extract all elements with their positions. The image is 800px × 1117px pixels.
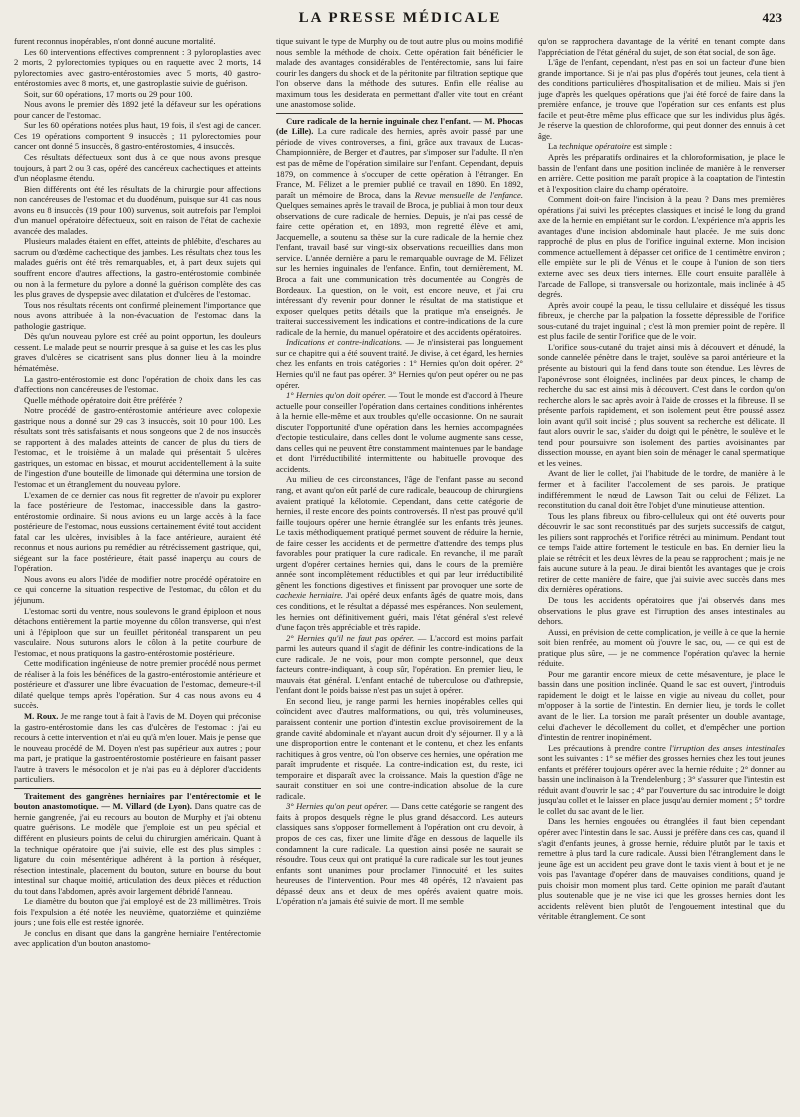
paragraph-text: La: [548, 141, 560, 152]
paragraph: Sur les 60 opérations notées plus haut, 19 fois, il s'est agi de cancer. Ces 19 opérations comportent 9 insuccès ; 11 pylorectomies pour cancer ont donné 5 insuccès, 8 gastro-entérostomies, 4 insuccès.: [14, 120, 261, 152]
paragraph: [538, 743, 785, 817]
text-columns: [14, 36, 786, 1106]
paragraph-text: Au milieu de ces circonstances, l'âge de l'enfant passe au second rang, et avant qu'on eût parlé de cure radicale, beaucoup de chirurgiens avaient pratiqué la kélotomie. Cependant, dans cette catégorie de hernies, il reste encore des points controversés. Il n'est pas prouvé qu'il faille toujours opérer une hernie étranglée sur les enfants très jeunes. Le taxis méthodiquement pratiqué permet souvent de réduire la hernie, de faire cesser les accidents et de permettre d'attendre des temps plus favorables pour pratiquer la cure radicale. En revanche, il me paraît urgent d'opérer certaines hernies qui, dans le cours de la première année sont incomplètement réductibles et qui par leur irréductibilité gênent les fonctions digestives et finissent par provoquer une sorte de: [276, 474, 523, 590]
paragraph: Nous avons eu alors l'idée de modifier notre procédé opératoire en ce qui concerne la situation respective de l'estomac, du côlon et du jéjunum.: [14, 573, 261, 605]
paragraph: qu'on se rapprochera davantage de la vérité en tenant compte dans l'appréciation de l'état général du sujet, de son état social, de son âge.: [538, 36, 785, 57]
paragraph: [276, 337, 523, 390]
paragraph: [14, 711, 261, 785]
section-text: Dans quatre cas de hernie gangrenée, j'ai eu recours au bouton de Murphy et j'ai obtenu quatre guérisons. Le modèle que j'emploie est un peu spécial et différent en plusieurs points de celui du chirurgien américain. Quant à la technique opératoire que j'ai suivie, elle est des plus simples : ligature du coin mésentérique adhérent à la portion à réséquer, résection intestinale, placement du bouton, suture en bourse du bout intestinal sur chaque moitié, articulation des deux pièces et réduction du tout dans l'abdomen, après avoir largement débridé l'anneau.: [14, 801, 261, 896]
column-2: [276, 36, 523, 1106]
paragraph: Plusieurs malades étaient en effet, atteints de phlébite, d'eschares au sacrum ou d'œdème cachectique des jambes. Les résultats chez tous les malades guéris ont été très remarquables, et, à part deux sujets qui souffrent encore d'autres affections, la gastro-entérostomie combinée ou non à la fermeture du pylore a donné la guérison complète des cas les plus graves de dyspepsie avec dilatation et d'ulcères de l'estomac.: [14, 236, 261, 300]
paragraph-text: J'ai opéré deux enfants âgés de quatre mois, dans ces conditions, et le résultat a dépassé mes espérances. Non seulement, les hernies ont définitivement guéri, mais l'état général s'est relevé d'une façon très appréciable et très rapide.: [276, 590, 523, 633]
paragraph: [276, 474, 523, 632]
paragraph: Ces résultats défectueux sont dus à ce que nous avons presque toujours, à part 2 ou 3 cas, opéré des cancéreux cachectiques et atteints d'un néoplasme étendu.: [14, 152, 261, 184]
section-text: La cure radicale des hernies, après avoir passé par une période de vives controverses, a fini, grâce aux travaux de Lucas-Championnière, de Berger et d'autres, par s'imposer sur l'adulte. Il n'en est pas de même de l'opération similaire sur l'enfant. Cependant, depuis 1879, on commence à s'occuper de cette opération à l'étranger. En France, M. Félizet a le premier publié ce travail en 1890. En 1892, paraît un mémoire de Broca, dans la: [276, 126, 523, 200]
paragraph: Le diamètre du bouton que j'ai employé est de 23 millimètres. Trois fois l'expulsion a été notée les neuvième, quatorzième et quinzième jours ; une fois elle est restée ignorée.: [14, 896, 261, 928]
paragraph: [276, 801, 523, 906]
subheading: 2° Hernies qu'il ne faut pas opérer.: [286, 632, 415, 643]
section-title: Traitement des gangrènes herniaires par l'entérectomie et le bouton anastomotique.: [14, 790, 261, 812]
paragraph: De tous les accidents opératoires que j'ai observés dans mes observations le plus grave est l'irruption des anses intestinales au dehors.: [538, 594, 785, 627]
section-title: Cure radicale de la hernie inguinale chez l'enfant.: [286, 115, 471, 126]
paragraph: Après avoir coupé la peau, le tissu cellulaire et disséqué les tissus fibreux, je cherche par la palpation la fossette dépressible de l'orifice sous-cutané du trajet inguinal ; c'est là mon premier point de repère. Il est plus facile de sentir l'orifice que de le voir.: [538, 299, 785, 342]
journal-reference: Revue mensuelle de l'enfance.: [414, 189, 523, 200]
paragraph-text: Les précautions à prendre contre: [548, 742, 670, 753]
section-author: — M. Phocas (de Lille).: [276, 115, 523, 137]
paragraph: Cette modification ingénieuse de notre premier procédé nous permet de réaliser à la fois les bénéfices de la gastro-entérostomie antérieure et postérieure et d'assurer une libre évacuation de l'estomac, demeure-t-il dilaté quelque temps après l'opération. Sur 4 cas nous avons eu 4 succès.: [14, 658, 261, 711]
section-paragraph: [276, 116, 523, 337]
section-paragraph: [14, 791, 261, 896]
page-number: 423: [762, 10, 782, 25]
subheading: technique opératoire: [559, 141, 631, 152]
emphasis-text: l'irruption des anses intestinales: [669, 742, 785, 753]
running-header: [14, 8, 786, 34]
column-3: [538, 36, 785, 1106]
emphasis-text: cachexie herniaire.: [276, 590, 344, 601]
paragraph: Soit, sur 60 opérations, 17 morts ou 29 pour 100.: [24, 88, 193, 99]
paragraph: Dans les hernies engouées ou étranglées il faut bien cependant opérer avec l'intestin dans le sac. Aussi je préfère dans ces cas, quand il s'agit d'enfants jeunes, à grosse hernie, réduire plutôt par le taxis et remettre à plus tard la cure radicale. Aussi bien l'étranglement dans le jeune âge est un accident peu grave dont le taxis vient à bout et je ne vois pas l'avantage d'opérer dans de mauvaises conditions, quand je puis choisir mon moment plus tard. Cette opinion me paraît d'autant plus soutenable que je ne vise ici que les grosses hernies dont les accidents relèvent bien plutôt de l'engouement intestinal que du véritable étranglement. Ce sont: [538, 816, 785, 922]
paragraph-text: — Je n'insisterai pas longuement sur ce chapitre qui a été souvent traité. Je divise, à cet égard, les hernies chez les enfants en trois catégories : 1° Hernies qu'on doit opérer. 2° Hernies qu'il ne faut pas opérer. 3° Hernies qu'on peut opérer ou ne pas opérer.: [276, 337, 523, 390]
paragraph: Nous avons le premier dès 1892 jeté la défaveur sur les opérations pour cancer de l'estomac.: [14, 99, 261, 120]
subheading: Indications et contre-indications.: [286, 337, 403, 348]
section-text: Quelques semaines après le travail de Broca, je publiai à mon tour deux observations de cure radicale de hernies. Depuis, je n'ai pas cessé de faire cette opération et, en 1893, mon regretté élève et ami, Jacquemelle, a soutenu sa thèse sur la cure radicale de la hernie chez l'enfant, travail basé sur vingt-six observations recueillies dans mon service. L'année dernière a paru le remarquable ouvrage de M. Félizet sur les hernies inguinales de l'enfance. Enfin, tout dernièrement, M. Broca a fait une communication très documentée au Congrès de Bordeaux. La question, on le voit, est encore neuve, et j'ai cru intéressant d'y revenir pour donner le résultat de ma statistique et exposer quelques petits détails que la pratique m'a enseignés. Je traiterai successivement les indications et contre-indications de la cure radicale de la hernie, du manuel opératoire et des accidents opératoires.: [276, 200, 523, 337]
paragraph: Quelle méthode opératoire doit être préférée ?: [24, 394, 183, 405]
paragraph: [276, 390, 523, 474]
paragraph: [538, 141, 785, 152]
paragraph: Avant de lier le collet, j'ai l'habitude de le tordre, de manière à le fermer et à faciliter l'accolement de ses parois. Je pratique indifféremment le nœud de Lawson Tait ou celui de Félizet. La reconstitution du canal doit être l'objet d'une minutieuse attention.: [538, 468, 785, 511]
paragraph: L'orifice sous-cutané du trajet ainsi mis à découvert et dénudé, la sonde cannelée pénètre dans le trajet, soulève sa paroi antérieure et la présente au bistouri qui la fend dans toute son étendue. Les lèvres de l'aponévrose sont éloignées, inclinées par deux pinces, le champ de recherche du sac est ainsi mis à découvert. C'est dans le cordon qu'on recherche alors le sac après avoir à l'aide de crosses et la fibreuse. Il se présente parfois rapidement, et son isolement peut être poussé assez loin avant qu'il soit incisé ; plus souvent sa recherche est délicate. Il faut alors ouvrir le sac, s'aider du doigt qui le pénètre, le soulève et le tend pour poursuivre son isolement des parties avoisinantes par dissection mousse, en ayant bien soin de ménager le canal spermatique et les veines.: [538, 341, 785, 468]
paragraph: L'examen de ce dernier cas nous fit regretter de n'avoir pu explorer la face postérieure de l'estomac, inaccessible dans la gastro-entérostomie ordinaire. Si nous avions eu un large accès à la face postérieure de l'estomac, nous eussions certainement évité tout accident fatal car les ulcères, invisibles à la face antérieure, auraient été reconnus et nous aurions pu remédier au rétrécissement gastrique, qui, siégeant sur la face postérieure, était passé inaperçu au cours de l'opération.: [14, 489, 261, 574]
paragraph: Tous nos résultats récents ont confirmé pleinement l'importance que nous avons attribuée à la non-évacuation de l'estomac dans la pathologie gastrique.: [14, 299, 261, 331]
paragraph: tique suivant le type de Murphy ou de tout autre plus ou moins modifié nous semble la méthode de choix. Cette opération fait bénéficier le malade des avantages considérables de l'entérectomie, sans lui faire courir les dangers du shock et de la péritonite par filtration septique que l'on observe dans la méthode des sutures. Enfin elle réalise au maximum tous les desiderata en permettant d'aller vite tout en créant une anastomose solide.: [276, 36, 523, 110]
paragraph: [276, 633, 523, 696]
paragraph-text: — Dans cette catégorie se rangent des faits à propos desquels règne le plus grand désaccord. Les auteurs classiques sans s'opposer formellement à l'opération ont cru devoir, à propos de ces cas, fixer une limite d'âge en dessous de laquelle ils condamnent la cure radicale. La question ainsi posée ne saurait se résoudre. Tous ceux qui ont pratiqué la cure radicale sur les tout jeunes enfants sont unanimes pour proclamer l'innocuité et les suites heureuses de l'intervention. Pour mes 48 opérés, 12 n'avaient pas dépassé deux ans et deux de mes opérés avaient quatre mois. L'opération n'a jamais été suivie de mort. Il me semble: [276, 801, 523, 907]
journal-title: LA PRESSE MÉDICALE: [298, 10, 502, 26]
paragraph-text: — Tout le monde est d'accord à l'heure actuelle pour conseiller l'opération dans certaines conditions inhérentes à la hernie elle-même et aux troubles qu'elle occasionne. On ne saurait discuter l'opportunité d'une opération dans les hernies accompagnées d'ectopie testiculaire, dans celles dont le volume augmente sans cesse, dans celles qui ne peuvent être constamment maintenues par le bandage et dont l'irréductibilité intermittente ou habituelle provoque des accidents.: [276, 390, 523, 474]
paragraph: Les 60 interventions effectives comprennent : 3 pyloroplasties avec 2 morts, 2 pylorectomies typiques ou en raquette avec 2 morts, 14 pylorectomies avec gastro-entérostomies avec 5 morts, 40 gastro-entérostomies avec 8 morts, et, une gastroplastie suivie de guérison.: [14, 46, 261, 89]
paragraph: Comment doit-on faire l'incision à la peau ? Dans mes premières opérations j'ai suivi les préceptes classiques et incisé le long du grand axe de la hernie en empiétant sur le cordon. L'expérience m'a appris les avantages d'une incision abdominale haut placée. Je me suis donc rapproché de plus en plus de l'orifice inguinal externe. Mon incision commence actuellement à dépasser cet orifice de 1 centimètre environ ; elle empiète sur le pli de Vénus et le coupe à l'union de son tiers externe avec ses deux tiers internes. Elle court ensuite parallèle à l'arcade de Fallope, si transversale ou horizontale, mais inclinée à 45 degrés.: [538, 194, 785, 300]
paragraph: Pour me garantir encore mieux de cette mésaventure, je place le bassin dans une position inclinée. Quand le sac est ouvert, j'introduis rapidement le doigt et le laisse en vigie au niveau du collet, pour m'opposer à la sortie de l'intestin. En dernier lieu, je tords le collet avant de le lier. La torsion me paraît présenter un double avantage, celui d'achever le décollement du collet, et d'empêcher une portion d'intestin de rentrer inopinément.: [538, 668, 785, 743]
subheading: 1° Hernies qu'on doit opérer.: [286, 390, 387, 401]
section-divider: [14, 788, 261, 789]
paragraph: Après les préparatifs ordinaires et la chloroformisation, je place le bassin de l'enfant dans une position inclinée de manière à le renverser en arrière. Cette position me paraît propice à la coaptation de l'intestin et à l'exposition claire du champ opératoire.: [538, 152, 785, 194]
speaker-name: M. Roux.: [24, 711, 59, 721]
journal-page: [14, 8, 786, 1108]
paragraph: Aussi, en prévision de cette complication, je veille à ce que la hernie soit bien renfrée, au moment où j'ouvre le sac, ou, — ce qui est de pratique plus sûre, — je ne commence l'opération qu'avec la hernie réduite.: [538, 626, 785, 669]
paragraph-text: Je me range tout à fait à l'avis de M. Doyen qui préconise la gastro-entérostomie dans les cas d'ulcères de l'estomac : j'ai eu recours à cette intervention et n'ai eu qu'à m'en louer. Mais je pense que le nouveau procédé de M. Doyen n'est pas supérieur aux autres ; pour ma part, je pratique la gastroentérostomie postérieure en faisant passer l'autre à travers le mésocolon et je n'ai pas eu à déplorer d'accidents particuliers.: [14, 711, 261, 785]
paragraph: Dès qu'un nouveau pylore est créé au point opportun, les douleurs cessent. Le malade peut se nourrir presque à sa guise et les cas les plus graves d'ulcères se cicatrisent sans plus donner lieu à la moindre hématémèse.: [14, 331, 261, 373]
paragraph-text: sont les suivantes : 1° se méfier des grosses hernies chez les tout jeunes enfants et préférer toujours opérer avec la hernie réduite ; 2° donner au bassin une inclinaison à la Trendelenburg ; 3° s'assurer que l'intestin est réduit avant d'ouvrir le sac ; 4° par l'ouverture du sac introduire le doigt jusqu'au collet et le laisser en place jusqu'au dernier moment ; 5° tordre le collet du sac avant de le lier.: [538, 753, 785, 816]
paragraph: L'âge de l'enfant, cependant, n'est pas en soi un facteur d'une bien grande importance. Si je n'ai pas plus d'opérés tout jeunes, cela tient à des conditions particulières d'hospitalisation et de milieu. Mais si j'en juge d'après les quelques opérations que j'ai été forcé de faire dans la première enfance, je trouve que l'opération sur ces enfants est plus facile et peut-être même plus efficace que sur les individus plus âgés. Je réserve la question de chloroforme, qui peut donner des ennuis à cet âge.: [538, 57, 785, 141]
column-1: [14, 36, 261, 1106]
paragraph: L'estomac sorti du ventre, nous soulevons le grand épiploon et nous détachons entièrement la partie moyenne du côlon transverse, qui n'est uni à l'épiploon que sur un feuillet péritonéal transparent un peu vasculaire. Nous suturons alors le côlon à la petite courbure de l'estomac, et nous pratiquons la gastro-entérostomie postérieure.: [14, 605, 261, 658]
subheading: 3° Hernies qu'on peut opérer.: [286, 801, 389, 812]
section-author: — M. Villard (de Lyon).: [98, 801, 192, 812]
paragraph-text: — L'accord est moins parfait parmi les auteurs quand il s'agit de définir les contre-indications de la cure radicale. Je ne vois, pour mon compte personnel, que deux facteurs contre-indiquant, à coup sûr, l'opération. En premier lieu, le mauvais état général. L'enfant entaché de tuberculose ou d'athrepsie, l'enfant dont le poids baisse n'est pas un sujet à opérer.: [276, 632, 523, 696]
paragraph: Bien différents ont été les résultats de la chirurgie pour affections non cancéreuses de l'estomac et du duodénum, puisque sur 41 cas nous avons eu 8 insuccès (19 pour 100) survenus, soit autrefois par l'emploi d'un manuel opératoire défectueux, soit en raison de l'état de cachexie avancée des malades.: [14, 183, 261, 236]
paragraph: La gastro-entérostomie est donc l'opération de choix dans les cas d'affections non cancéreuses de l'estomac.: [14, 373, 261, 395]
section-divider: [276, 113, 523, 114]
paragraph-text: est simple :: [630, 141, 673, 152]
paragraph: En second lieu, je range parmi les hernies inopérables celles qui coïncident avec d'autres malformations, ou qui, très volumineuses, paraissent contenir une portion d'intestin exclue provisoirement de la grande cavité abdominale et n'ayant aucun droit d'y séjourner. Il y a là une disproportion entre le contenant et le contenu, et chez les enfants rachitiques à gros ventre, où l'on observe ces hernies, une opération me paraît imprudente et risquée. La contre-indication est, du reste, ici temporaire et disparaît avec la croissance. Mais la question d'âge ne saurait constituer en soi une contre-indication absolue de la cure radicale.: [276, 695, 523, 801]
paragraph: Notre procédé de gastro-entérostomie antérieure avec colopexie gastrique nous a donné sur 29 cas 3 insuccès, soit 10 pour 100. Les résultats sont très satisfaisants et nous songeons que 2 de nos insuccès se rapportent à des malades atteints de cancer de plus du tiers de l'estomac, et le troisième à un malade qui présentait 5 ulcères gastriques, un estomac en bissac, et mourut accidentellement à la suite de l'ingestion d'une bouteille de limonade qui détermina une torsion de l'estomac et un étranglement du nouveau pylore.: [14, 405, 261, 489]
paragraph: Je conclus en disant que dans la gangrène herniaire l'entérectomie avec application d'un bouton anastomo-: [14, 927, 261, 949]
paragraph: Tous les plans fibreux ou fibro-celluleux qui ont été ouverts pour découvrir le sac sont reconstitués par des surjets successifs de catgut, les piliers sont rapprochés et l'orifice rétréci au minimum. Pendant tout ce temps l'aide attire fortement le testicule en bas. En dernier lieu la plaie se rétrécit et les deux lèvres de la peau se rapprochent ; mais je ne fais aucune suture à la peau. Je dirai bientôt les avantages que je crois retirer de cette manière de faire, que j'ai suivie avec succès dans mes dix dernières opérations.: [538, 510, 785, 595]
paragraph: furent reconnus inopérables, n'ont donné aucune mortalité.: [14, 36, 216, 46]
